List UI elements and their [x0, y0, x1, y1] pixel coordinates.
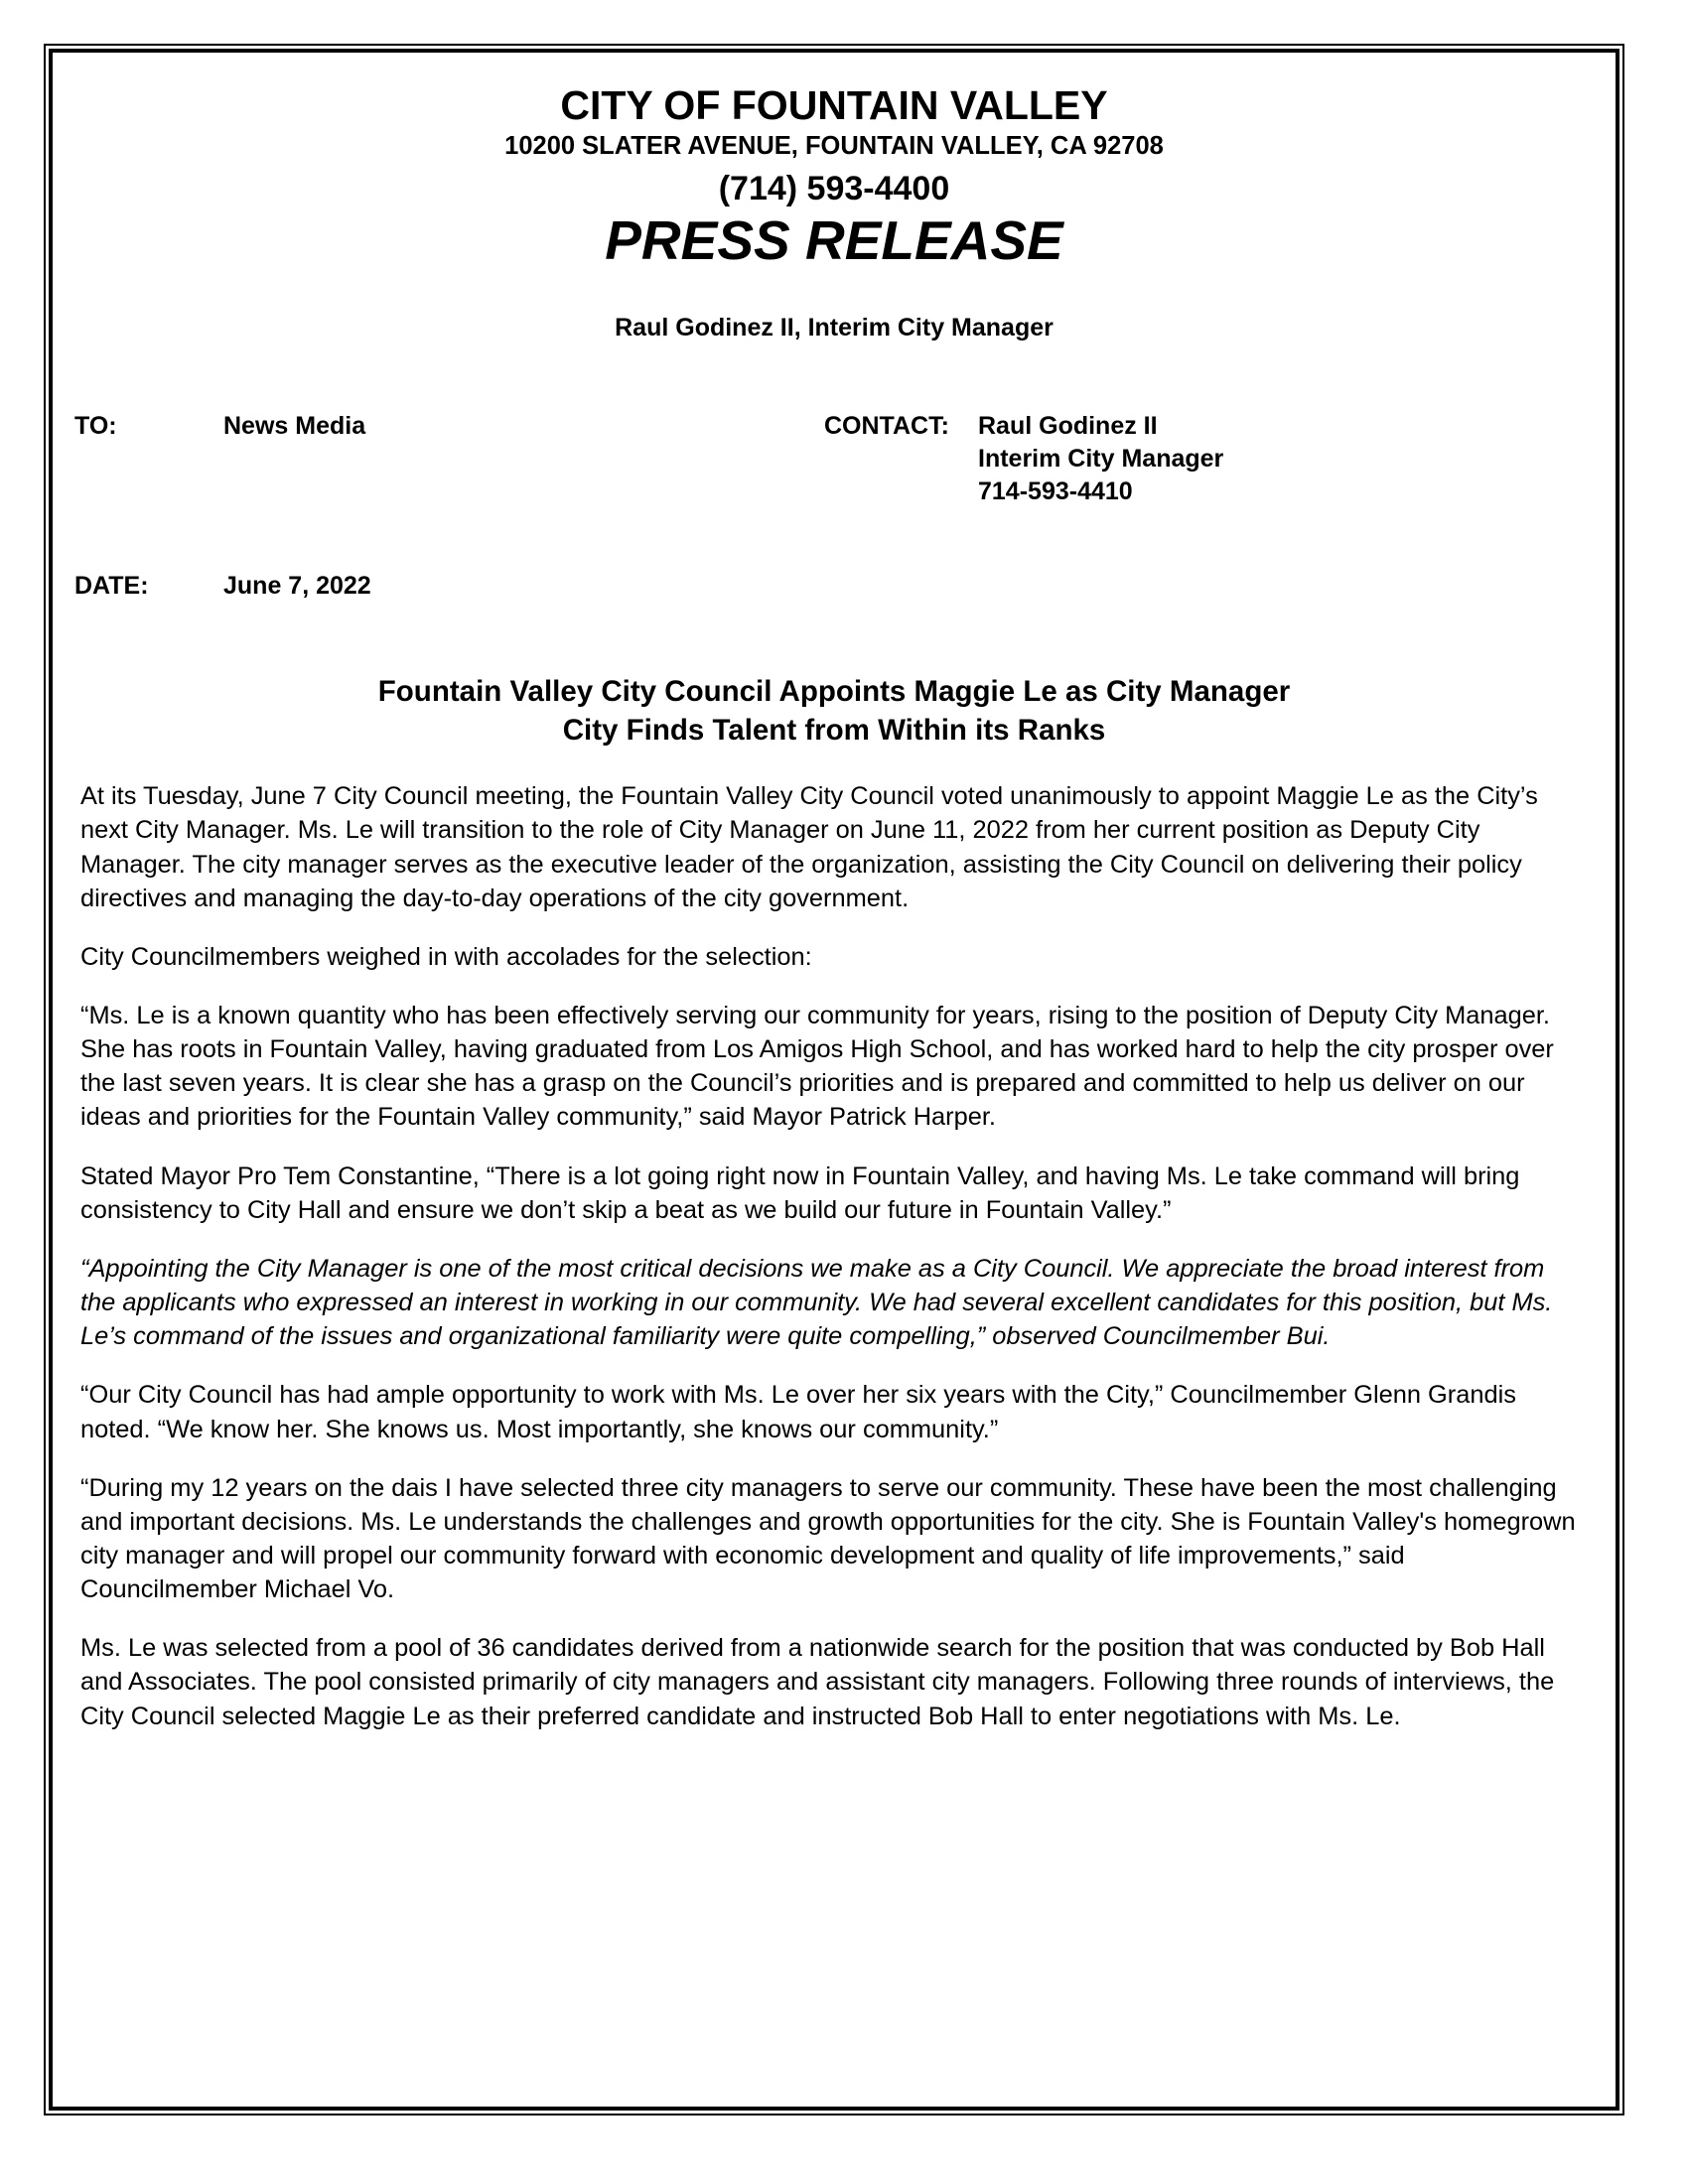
- to-label: TO:: [74, 411, 117, 440]
- contact-name: Raul Godinez II: [978, 411, 1158, 440]
- contact-phone: 714-593-4410: [978, 477, 1133, 505]
- letterhead-address: 10200 SLATER AVENUE, FOUNTAIN VALLEY, CA 92708: [504, 132, 1164, 161]
- headline-line-2: City Finds Talent from Within its Ranks: [562, 713, 1106, 747]
- page-content: [53, 53, 1616, 2107]
- to-value: News Media: [223, 411, 366, 440]
- meta-row-date: [74, 570, 1594, 603]
- letterhead-official-line: Raul Godinez II, Interim City Manager: [615, 314, 1054, 342]
- paragraph-quote-vo: “During my 12 years on the dais I have selected three city managers to serve our community. These have been the most challenging and important decisions. Ms. Le understands the challenges and growth opportunities for the city. She is Fountain Valley's homegrown city manager and will propel our community forward with economic development and quality of life improvements,” said Councilmember Michael Vo.: [80, 1473, 1576, 1604]
- meta-row-to-contact: [74, 410, 1594, 508]
- contact-value: [978, 410, 1594, 508]
- letterhead-city-name: CITY OF FOUNTAIN VALLEY: [560, 82, 1108, 128]
- body-copy: [74, 779, 1594, 1733]
- contact-label: CONTACT:: [824, 411, 949, 440]
- paragraph-accolades-lead: City Councilmembers weighed in with accolades for the selection:: [80, 942, 812, 971]
- paragraph-quote-constantine: Stated Mayor Pro Tem Constantine, “There is a lot going right now in Fountain Valley, and having Ms. Le take command will bring consistency to City Hall and ensure we don’t skip a beat as we build our future in Fountain Valley.”: [80, 1161, 1520, 1224]
- paragraph-quote-harper: “Ms. Le is a known quantity who has been effectively serving our community for years, rising to the position of Deputy City Manager. She has roots in Fountain Valley, having graduated from Los Amigos High School, and has worked hard to help the city prosper over the last seven years. It is clear she has a grasp on the Council’s priorities and is prepared and committed to help us deliver on our ideas and priorities for the Fountain Valley community,” said Mayor Patrick Harper.: [80, 1001, 1554, 1132]
- contact-title: Interim City Manager: [978, 444, 1224, 473]
- headline-line-1: Fountain Valley City Council Appoints Maggie Le as City Manager: [377, 674, 1291, 708]
- headline: [74, 672, 1594, 750]
- letterhead-phone: (714) 593-4400: [718, 169, 950, 207]
- date-label: DATE:: [74, 571, 149, 600]
- paragraph-quote-bui: “Appointing the City Manager is one of the most critical decisions we make as a City Council. We appreciate the broad interest from the applicants who expressed an interest in working in our community. We had several excellent candidates for this position, but Ms. Le’s command of the issues and organizational familiarity were quite compelling,” observed Councilmember Bui.: [80, 1254, 1553, 1351]
- paragraph-intro: At its Tuesday, June 7 City Council meeting, the Fountain Valley City Council voted unanimously to appoint Maggie Le as the City’s next City Manager. Ms. Le will transition to the role of City Manager on June 11, 2022 from her current position as Deputy City Manager. The city manager serves as the executive leader of the organization, assisting the City Council on delivering their policy directives and managing the day-to-day operations of the city government.: [80, 782, 1538, 912]
- paragraph-quote-grandis: “Our City Council has had ample opportunity to work with Ms. Le over her six years with the City,” Councilmember Glenn Grandis noted. “We know her. She knows us. Most importantly, she knows our community.”: [80, 1381, 1516, 1443]
- paragraph-selection-process: Ms. Le was selected from a pool of 36 candidates derived from a nationwide search for the position that was conducted by Bob Hall and Associates. The pool consisted primarily of city managers and assistant city managers. Following three rounds of interviews, the City Council selected Maggie Le as their preferred candidate and instructed Bob Hall to enter negotiations with Ms. Le.: [80, 1634, 1555, 1730]
- page-border-outer: [44, 44, 1624, 2116]
- document-type-title: PRESS RELEASE: [605, 208, 1063, 271]
- meta-block: [74, 410, 1594, 603]
- page-border-inner: [49, 49, 1619, 2111]
- date-value: June 7, 2022: [223, 571, 371, 600]
